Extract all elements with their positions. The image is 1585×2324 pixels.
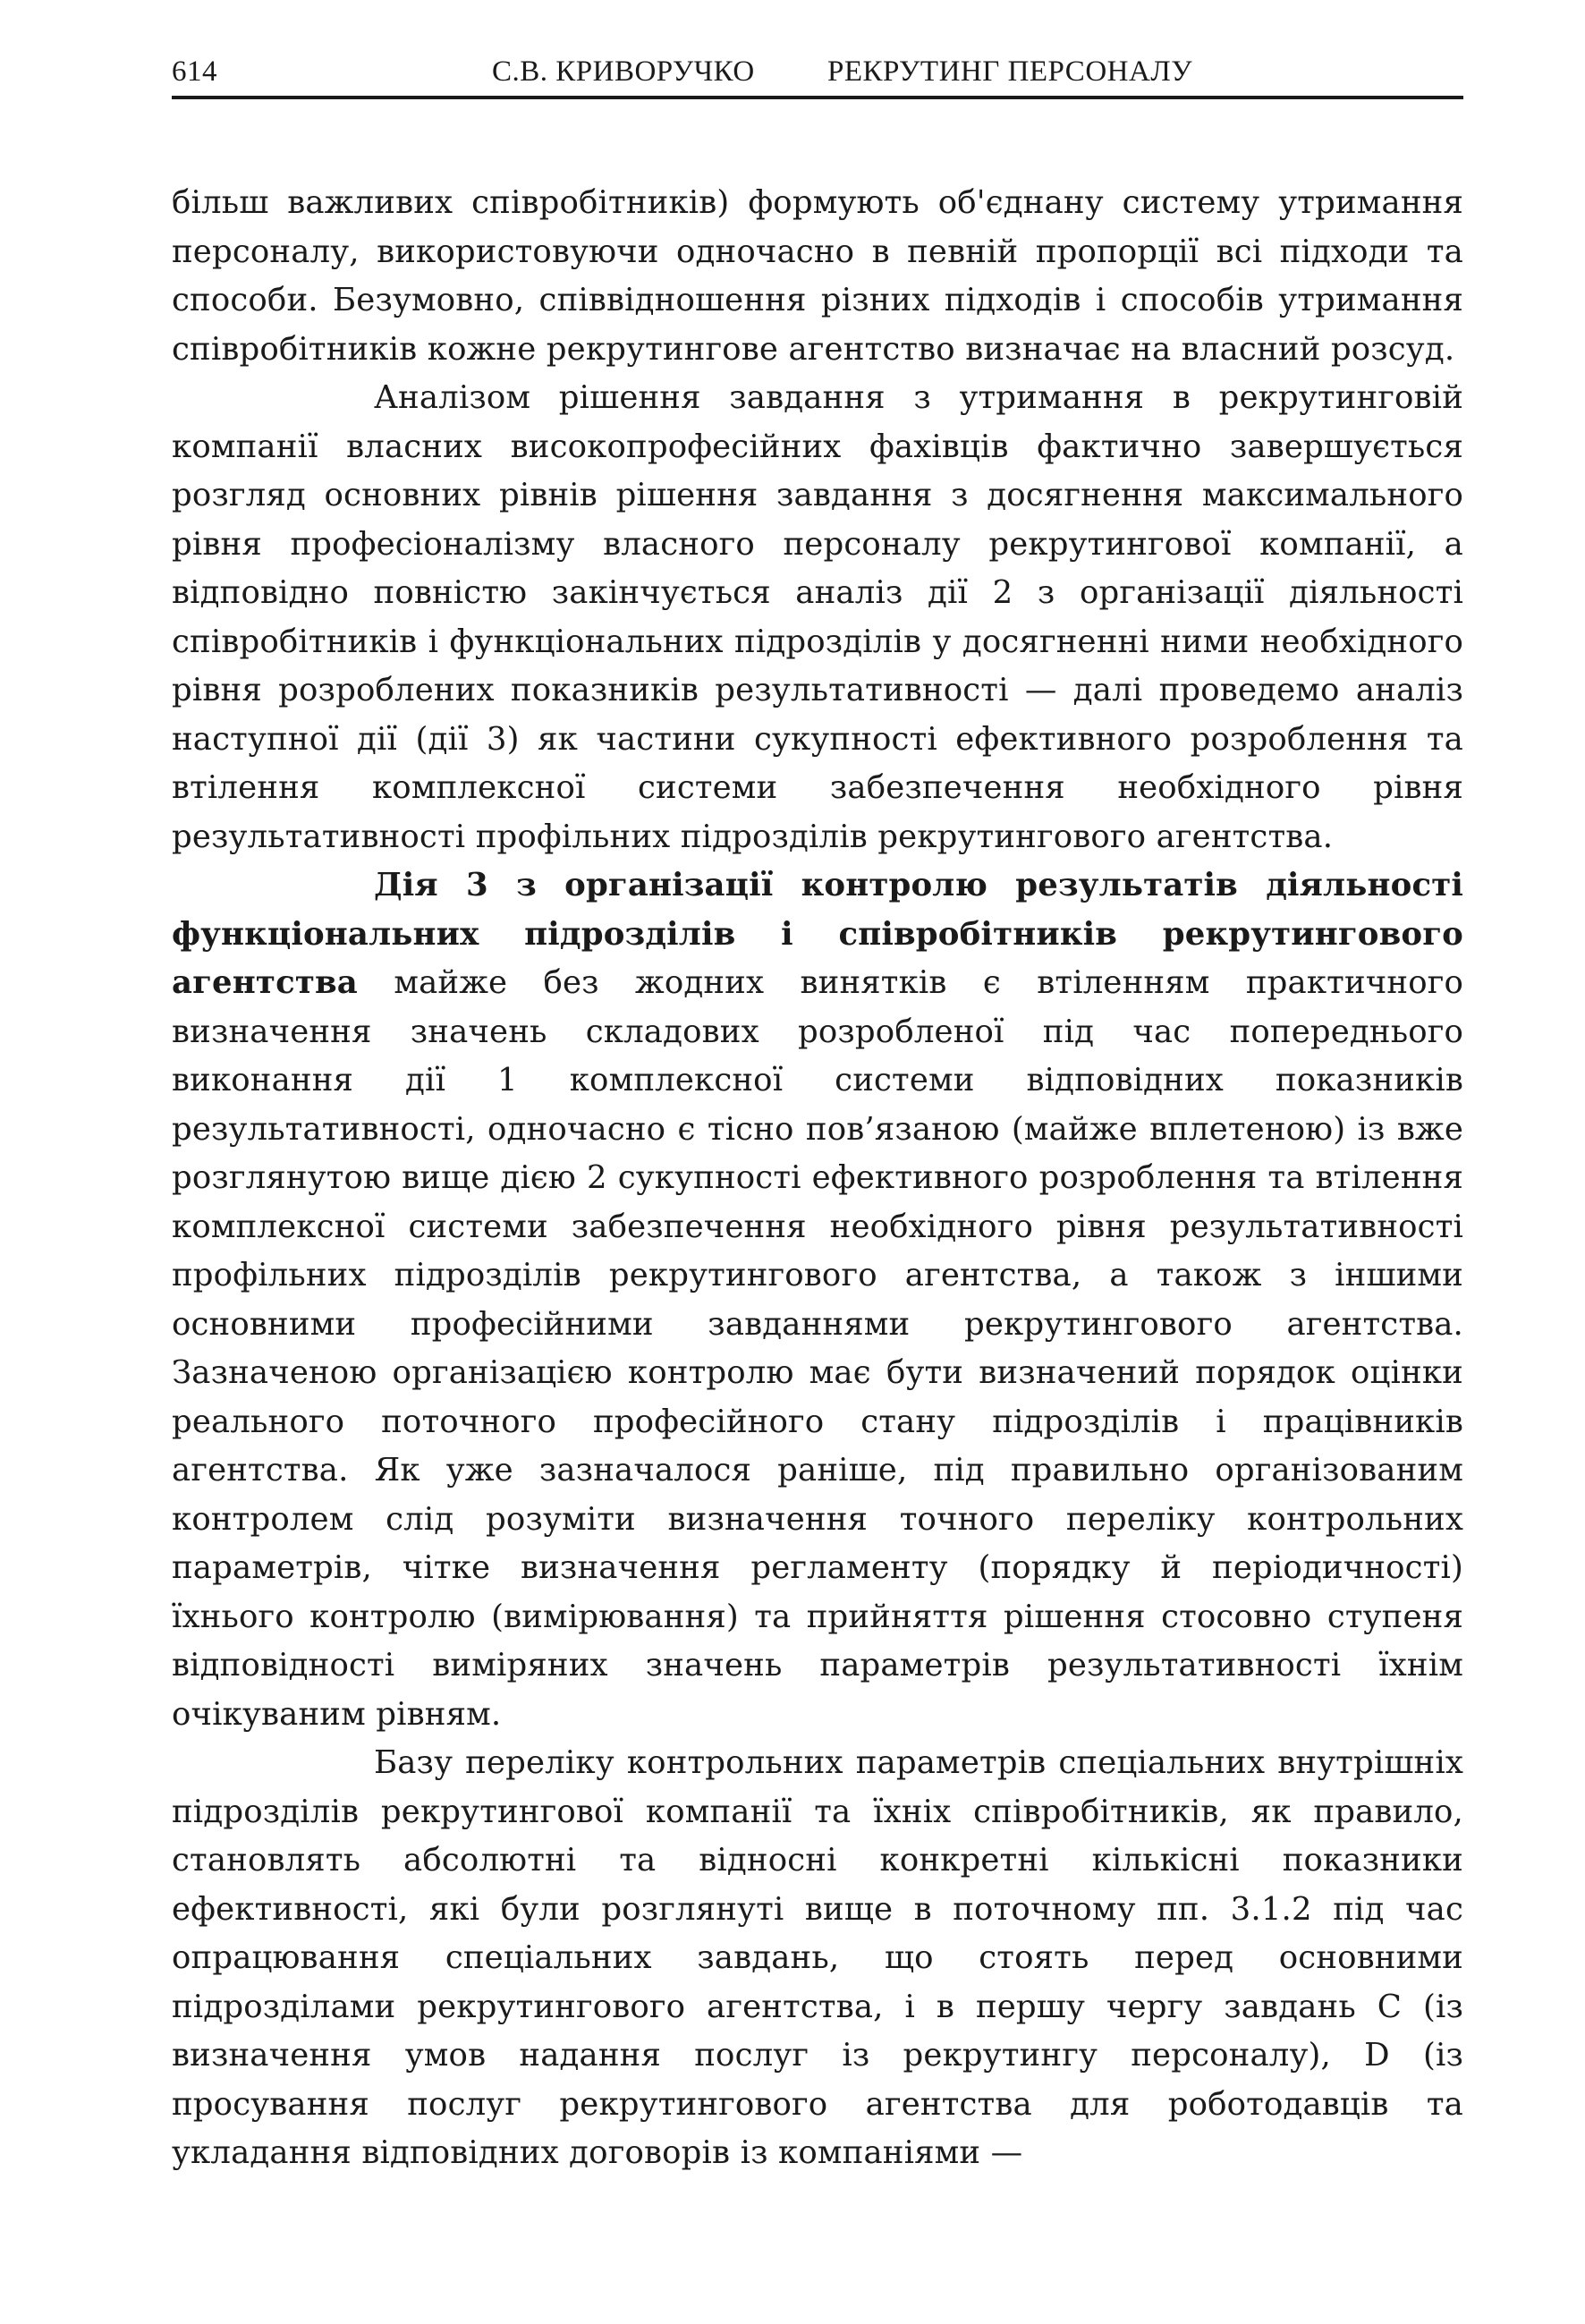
paragraph: Базу переліку контрольних параметрів спеціальних внутрішніх підрозділів рекрутингової компанії та їхніх співробітників, як правило, становлять абсолютні та відносні конкретні кількісні показники ефективності, які були розглянуті вище в поточному пп. 3.1.2 під час опрацювання спеціальних завдань, що стоять перед основними підрозділами рекрутингового агентства, і в першу чергу завдань С (із визначення умов надання послуг із рекрутингу персоналу), D (із просування послуг рекрутингового агентства для роботодавців та укладання відповідних договорів із компаніями — <box>172 1744 1463 2171</box>
run-in-heading: Дія 3 з організації контролю результатів діяльності функціональних підрозділів і співробітників рекрутингового агентства <box>172 867 1463 1001</box>
book-page <box>172 0 1463 2324</box>
body-text <box>172 179 1463 2178</box>
paragraph-continuation: більш важливих співробітників) формують об'єднану систему утримання персоналу, використовуючи одночасно в певній пропорції всі підходи та способи. Безумовно, співвідношення різних підходів і способів утримання співробітників кожне рекрутингове агентство визначає на власний розсуд. <box>172 184 1463 368</box>
running-head <box>172 55 1463 98</box>
paragraph-text: майже без жодних винятків є втіленням практичного визначення значень складових розробленої під час попереднього виконання дії 1 комплексної системи відповідних показників результативності, одночасно є тісно пов’язаною (майже вплетеною) із вже розглянутою вище дією 2 сукупності ефективного розроблення та втілення комплексної системи забезпечення необхідного рівня результативності профільних підрозділів рекрутингового агентства, а також з іншими основними професійними завданнями рекрутингового агентства. Зазначеною організацією контролю має бути визначений порядок оцінки реального поточного професійного стану підрозділів і працівників агентства. Як уже зазначалося раніше, під правильно організованим контролем слід розуміти визначення точного переліку контрольних параметрів, чітке визначення регламенту (порядку й періодичності) їхнього контролю (вимірювання) та прийняття рішення стосовно ступеня відповідності виміряних значень параметрів результативності їхнім очікуваним рівням. <box>172 964 1463 1733</box>
paragraph-action-3 <box>172 861 1463 1739</box>
header-rule <box>172 96 1463 99</box>
space <box>358 964 394 1001</box>
running-head-author: С.В. КРИВОРУЧКО <box>492 55 755 88</box>
page-number: 614 <box>172 55 217 88</box>
paragraph: Аналізом рішення завдання з утримання в рекрутинговій компанії власних високопрофесійних фахівців фактично завершується розгляд основних рівнів рішення завдання з досягнення максимального рівня професіоналізму власного персоналу рекрутингової компанії, а відповідно повністю закінчується аналіз дії 2 з організації діяльності співробітників і функціональних підрозділів у досягненні ними необхідного рівня розроблених показників результативності — далі проведемо аналіз наступної дії (дії 3) як частини сукупності ефективного розроблення та втілення комплексної системи забезпечення необхідного рівня результативності профільних підрозділів рекрутингового агентства. <box>172 379 1463 855</box>
running-head-title: РЕКРУТИНГ ПЕРСОНАЛУ <box>827 55 1193 88</box>
